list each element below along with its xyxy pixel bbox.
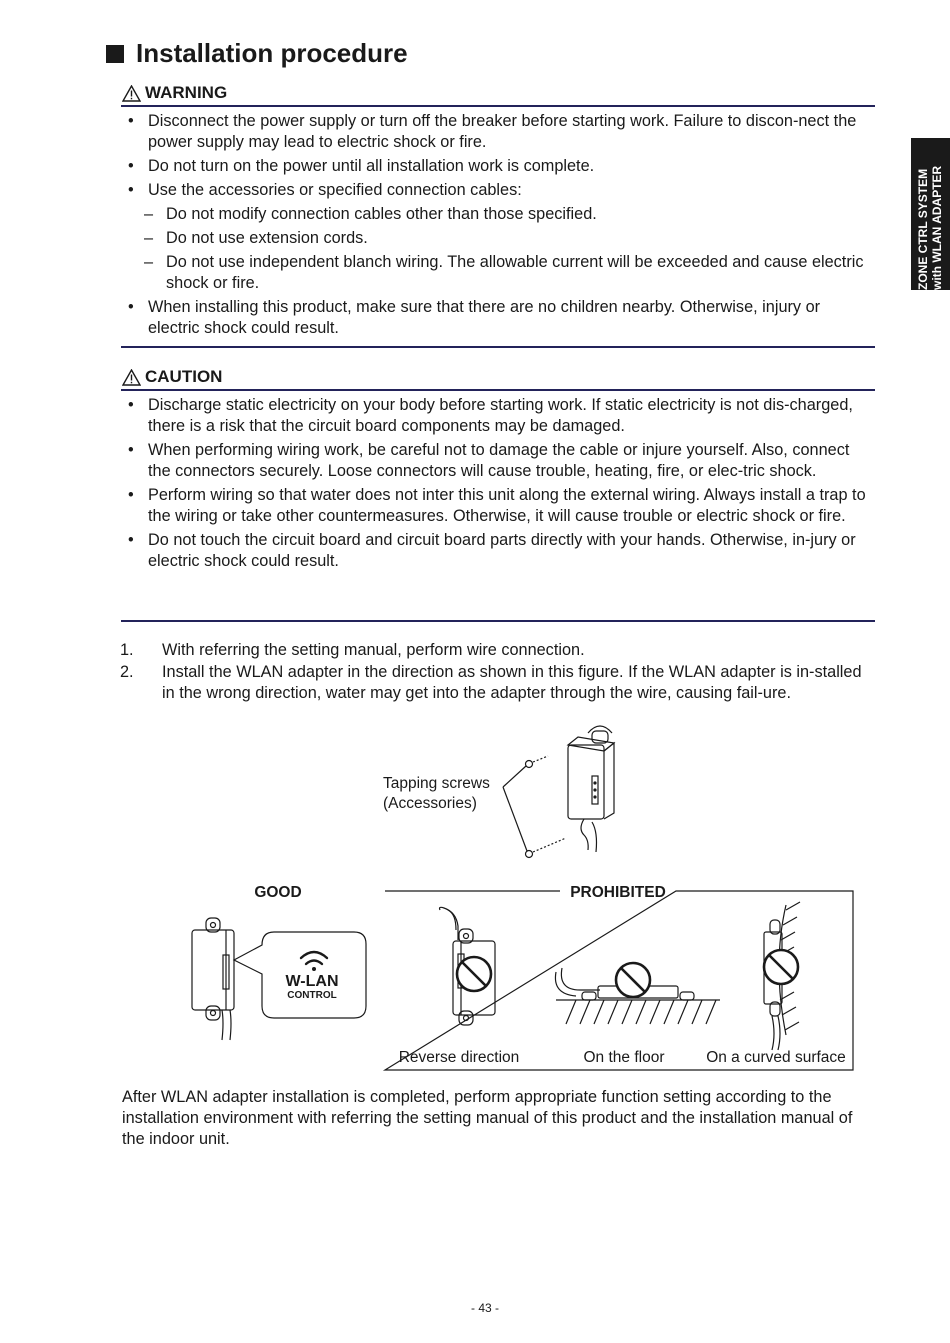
good-adapter-illustration [192,918,366,1040]
side-tab [911,138,950,290]
warning-top-rule [121,105,875,107]
caution-item: • When performing wiring work, be careful not to damage the cable or injure yourself. Also, connect the connectors securely. Loose connectors will cause trouble, heating, fire, or elec-tric shock. [128,441,850,480]
procedure-step: 1. With referring the setting manual, perform wire connection. [120,641,585,659]
warning-heading [122,83,227,103]
adapter-with-screws-illustration [568,726,614,852]
page-number: - 43 - [470,1301,499,1315]
square-bullet-icon [106,45,124,63]
warning-item: • Do not turn on the power until all installation work is complete. [128,157,595,175]
warning-subitem: – Do not modify connection cables other than those specified. [144,205,597,223]
page-title [106,38,408,69]
caution-heading [122,367,222,387]
good-label: GOOD [254,884,302,901]
warning-item: • Use the accessories or specified connection cables: [128,181,522,199]
tapping-screw-icon [503,756,566,858]
prohibited-sign-icon [457,957,491,991]
caution-item: • Perform wiring so that water does not inter this unit along the external wiring. Always install a trap to the wiring or take other countermeasures. Otherwise, it will cause trouble or electric shock or fire. [128,486,866,525]
side-tab-line1: ZONE CTRL SYSTEM [916,168,930,290]
warning-subitem: – Do not use independent blanch wiring. The allowable current will be exceeded and cause electric shock or fire. [144,253,864,292]
side-tab-line2: with WLAN ADAPTER [930,165,944,290]
warning-heading-text: WARNING [145,83,228,102]
warning-triangle-icon [122,85,141,102]
procedure-step: 2. Install the WLAN adapter in the direction as shown in this figure. If the WLAN adapter is in-stalled in the wrong direction, water may get into the adapter through the wire, causing fail-ure. [120,662,862,702]
reverse-direction-label: Reverse direction [398,1049,520,1066]
screws-label-2: (Accessories) [383,795,477,812]
warning-subitem: – Do not use extension cords. [144,229,368,247]
caution-item: • Discharge static electricity on your body before starting work. If static electricity is not dis-charged, there is a risk that the circuit board components may be damaged. [128,396,853,435]
curved-surface-label: On a curved surface [706,1049,846,1066]
caution-bottom-rule [121,620,875,622]
procedure-steps [120,640,872,705]
side-tab-text [916,138,944,290]
installation-figure [0,720,950,1080]
screws-label-1: Tapping screws [383,775,490,792]
warning-bottom-rule [121,346,875,348]
caution-list [128,395,873,575]
on-the-floor-label: On the floor [583,1049,665,1066]
warning-item: • When installing this product, make sure that there are no children nearby. Otherwise, injury or electric shock could result. [128,298,821,337]
prohibited-label: PROHIBITED [570,884,666,901]
page-title-text: Installation procedure [136,38,408,68]
prohibited-sign-icon [764,950,798,984]
wlan-logo-subtext: CONTROL [287,990,337,1001]
warning-item: • Disconnect the power supply or turn off the breaker before starting work. Failure to discon-nect the power supply may lead to electric shock or fire. [128,112,857,151]
closing-paragraph: After WLAN adapter installation is completed, perform appropriate function setting according to the installation environment with referring the setting manual of this product and the installation manual of the indoor unit. [122,1088,853,1148]
wlan-logo-text: W-LAN [285,973,339,990]
caution-top-rule [121,389,875,391]
warning-list [128,111,873,342]
caution-item: • Do not touch the circuit board and circuit board parts directly with your hands. Otherwise, in-jury or electric shock could result. [128,531,856,570]
prohibited-sign-icon [616,963,650,997]
caution-triangle-icon [122,369,141,386]
caution-heading-text: CAUTION [145,367,223,386]
